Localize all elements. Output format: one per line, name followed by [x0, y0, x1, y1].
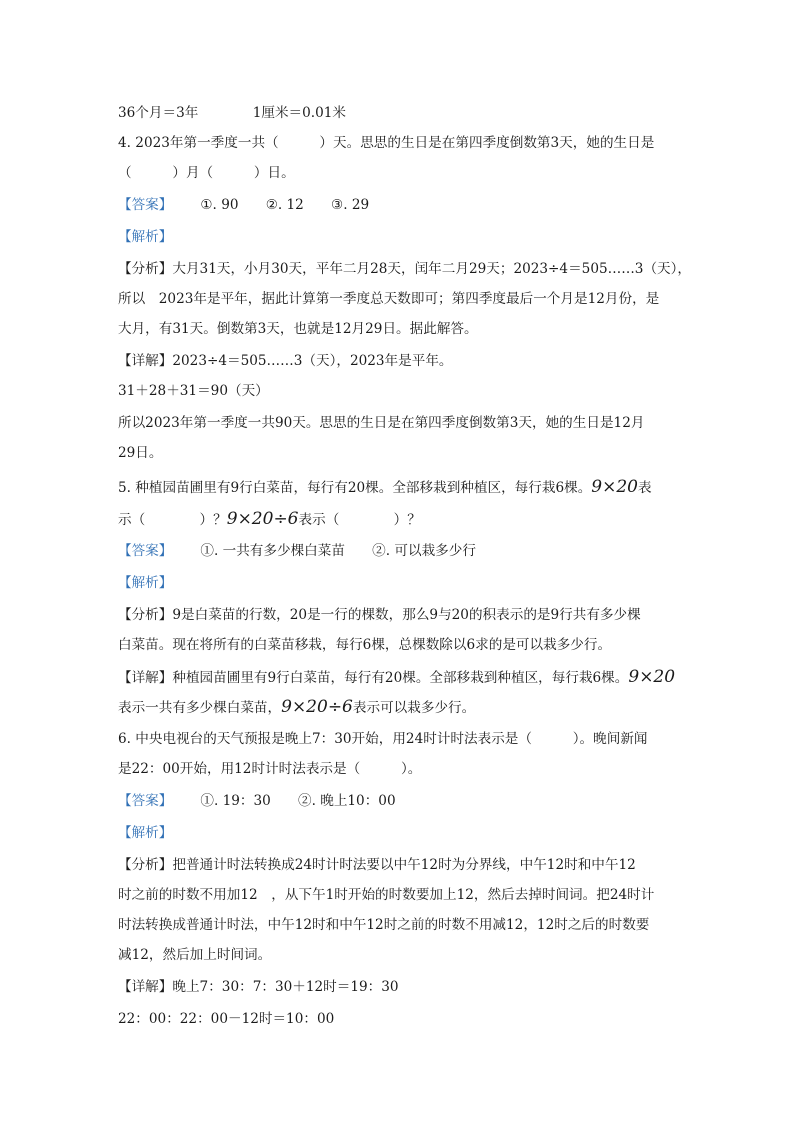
math-expression: 9×20: [591, 477, 638, 497]
question-6: 6. 中央电视台的天气预报是晚上7：30开始，用24时计时法表示是（ ）。晚间新闻: [118, 731, 648, 747]
text-line: 是22：00开始，用12时计时法表示是（ ）。: [118, 761, 422, 777]
analysis-heading: 【解析】: [118, 229, 173, 245]
detail-row: 【详解】晚上7：30：7：30＋12时＝19：30: [118, 979, 399, 995]
text-line: 所以2023年第一季度一共90天。思思的生日是在第四季度倒数第3天，她的生日是12月: [118, 415, 645, 431]
analysis-row: 【分析】9是白菜苗的行数，20是一行的棵数，那么9与20的积表示的是9行共有多少棵: [118, 607, 641, 623]
answer-row: 【答案】 ①. 90 ②. 12 ③. 29: [118, 197, 370, 213]
math-expression: 9×20÷6: [226, 509, 299, 529]
answer-tag: 【答案】: [118, 543, 173, 559]
analysis-row: 【分析】大月31天，小月30天，平年二月28天，闰年二月29天；2023÷4＝505……3（天），: [118, 261, 692, 277]
text-line: （ ）月（ ）日。: [118, 165, 295, 181]
detail-row: 【详解】种植园苗圃里有9行白菜苗，每行有20棵。全部移栽到种植区，每行栽6棵。9×20: [118, 667, 676, 687]
answer-tag: 【答案】: [118, 793, 173, 809]
answer-row: 【答案】 ①. 一共有多少棵白菜苗 ②. 可以栽多少行: [118, 543, 476, 559]
analysis-row: 【分析】把普通计时法转换成24时计时法要以中午12时为分界线，中午12时和中午12: [118, 857, 636, 873]
text-line: 36个月＝3年 1厘米＝0.01米: [118, 105, 346, 121]
text-line: 白菜苗。现在将所有的白菜苗移栽，每行6棵，总棵数除以6求的是可以栽多少行。: [118, 637, 612, 653]
text-line: 时之前的时数不用加12 ，从下午1时开始的时数要加上12，然后去掉时间词。把24时计: [118, 887, 655, 903]
question-5: 5. 种植园苗圃里有9行白菜苗，每行有20棵。全部移栽到种植区，每行栽6棵。9×20表: [118, 477, 652, 497]
answer-row: 【答案】 ①. 19：30 ②. 晚上10：00: [118, 793, 396, 809]
text-line: 所以 2023年是平年，据此计算第一季度总天数即可；第四季度最后一个月是12月份，是: [118, 291, 660, 307]
text-line: 22：00：22：00－12时＝10：00: [118, 1011, 335, 1027]
math-expression: 9×20: [628, 667, 676, 687]
analysis-heading: 【解析】: [118, 575, 173, 591]
analysis-heading: 【解析】: [118, 825, 173, 841]
text-line: 时法转换成普通计时法，中午12时和中午12时之前的时数不用减12，12时之后的时数要: [118, 917, 650, 933]
text-line: 减12，然后加上时间词。: [118, 947, 272, 963]
detail-row: 【详解】2023÷4＝505……3（天），2023年是平年。: [118, 353, 453, 369]
text-line: 29日。: [118, 445, 163, 461]
text-line: 大月，有31天。倒数第3天，也就是12月29日。据此解答。: [118, 321, 478, 337]
question-4: 4. 2023年第一季度一共（ ）天。思思的生日是在第四季度倒数第3天，她的生日是: [118, 135, 655, 151]
text-line: 31＋28＋31＝90（天）: [118, 383, 269, 399]
text-line: 示（ ）？9×20÷6表示（ ）？: [118, 509, 421, 529]
math-expression: 9×20÷6: [281, 697, 353, 717]
answer-tag: 【答案】: [118, 197, 173, 213]
text-line: 表示一共有多少棵白菜苗，9×20÷6表示可以栽多少行。: [118, 697, 476, 717]
